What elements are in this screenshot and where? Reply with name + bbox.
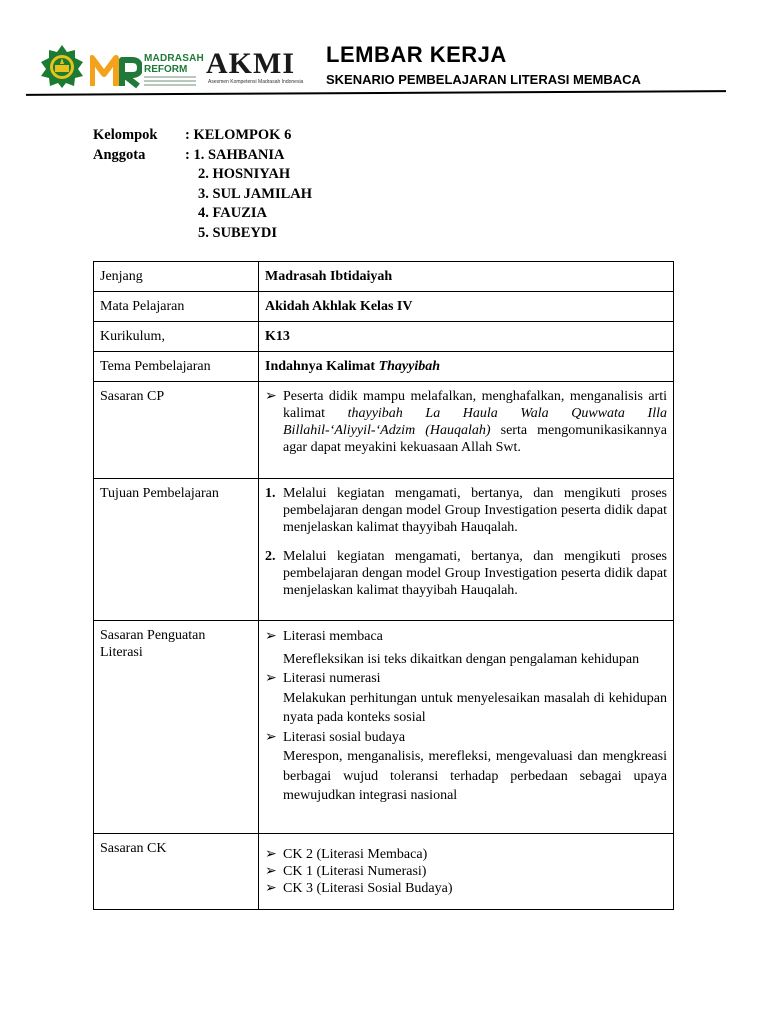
tujuan-label: Tujuan Pembelajaran (94, 479, 259, 621)
kelompok-value: : KELOMPOK 6 (185, 127, 292, 143)
ck-value (259, 834, 674, 910)
madrasah-reform-logo (90, 50, 210, 90)
arrow-bullet-icon: ➢ (265, 881, 277, 896)
kelompok-row (93, 126, 312, 146)
penguatan-title: Literasi numerasi (283, 671, 381, 686)
penguatan-desc: Merefleksikan isi teks dikaitkan dengan pengalaman kehidupan (283, 651, 640, 667)
tujuan-number: 2. (265, 549, 276, 564)
penguatan-item (265, 627, 667, 647)
sasaran-cp-text (283, 388, 667, 456)
anggota-label: Anggota (93, 146, 146, 163)
tujuan-item (265, 548, 667, 599)
penguatan-value (259, 621, 674, 834)
mr-text-line1: MADRASAH (144, 53, 204, 64)
tema-value-italic: Thayyibah (378, 359, 441, 374)
ck-text: CK 2 (Literasi Membaca) (283, 847, 428, 862)
header-divider (26, 90, 726, 96)
tujuan-value (259, 479, 674, 621)
ck-item (265, 880, 667, 897)
table-row-ck (94, 834, 674, 910)
mapel-value: Akidah Akhlak Kelas IV (259, 292, 674, 322)
ck-text: CK 3 (Literasi Sosial Budaya) (283, 881, 453, 896)
sasaran-cp-value (259, 382, 674, 479)
group-info (93, 126, 312, 243)
member-item: 2. HOSNIYAH (198, 166, 291, 182)
table-row-jenjang (94, 262, 674, 292)
table-row-sasaran-cp (94, 382, 674, 479)
kemenag-logo-icon (40, 44, 84, 88)
arrow-bullet-icon: ➢ (265, 629, 277, 644)
member-item: 3. SUL JAMILAH (198, 185, 313, 202)
akmi-logo (206, 48, 316, 88)
tema-value-plain: Indahnya Kalimat (265, 359, 379, 374)
mr-text-line2: REFORM (144, 64, 188, 75)
penguatan-title: Literasi membaca (283, 629, 383, 644)
kelompok-label: Kelompok (93, 127, 158, 143)
tema-label: Tema Pembelajaran (94, 352, 259, 382)
ck-label: Sasaran CK (94, 834, 259, 910)
penguatan-title: Literasi sosial budaya (283, 729, 406, 745)
page-subtitle: SKENARIO PEMBELAJARAN LITERASI MEMBACA (326, 72, 641, 87)
tujuan-text: Melalui kegiatan mengamati, bertanya, dan mengikuti proses pembelajaran dengan model Group Investigation peserta didik dapat menjelaskan kalimat thayyibah Hauqalah. (283, 549, 667, 598)
kurikulum-label: Kurikulum, (94, 322, 259, 352)
table-row-penguatan (94, 621, 674, 834)
table-row-tema (94, 352, 674, 382)
sasaran-cp-text-part2: serta mengomunikasikannya agar dapat meyakini kekuasaan Allah Swt. (283, 423, 667, 455)
table-row-tujuan (94, 479, 674, 621)
ck-item (265, 863, 667, 880)
jenjang-label: Jenjang (94, 262, 259, 292)
mapel-label: Mata Pelajaran (94, 292, 259, 322)
anggota-row (93, 146, 312, 166)
ck-item (265, 846, 667, 863)
penguatan-item (265, 728, 667, 748)
ck-text: CK 1 (Literasi Numerasi) (283, 864, 427, 879)
document-header (0, 0, 768, 100)
tujuan-item (265, 485, 667, 536)
kurikulum-value: K13 (259, 322, 674, 352)
arrow-bullet-icon: ➢ (265, 671, 277, 686)
page-title: LEMBAR KERJA (326, 42, 507, 67)
sasaran-cp-italic: thayyibah La Haula Wala Quwwata Illa Billahil-‘Aliyyil-‘Adzim (Hauqalah) (283, 406, 667, 438)
member-item: 4. FAUZIA (198, 205, 268, 221)
arrow-bullet-icon: ➢ (265, 389, 277, 404)
arrow-bullet-icon: ➢ (265, 729, 277, 745)
tujuan-number: 1. (265, 486, 276, 501)
table-row-mapel (94, 292, 674, 322)
arrow-bullet-icon: ➢ (265, 847, 277, 862)
akmi-tagline: Asesmen Kompetensi Madrasah Indonesia (208, 79, 304, 85)
penguatan-desc: Merespon, menganalisis, merefleksi, mengevaluasi dan mengkreasi berbagai wujud toleransi terhadap perbedaan sebagai upaya mewujudkan integrasi nasional (283, 749, 667, 803)
jenjang-value: Madrasah Ibtidaiyah (259, 262, 674, 292)
member-item: 5. SUBEYDI (198, 224, 277, 241)
sasaran-cp-label: Sasaran CP (94, 382, 259, 479)
tujuan-text: Melalui kegiatan mengamati, bertanya, dan mengikuti proses pembelajaran dengan model Group Investigation peserta didik dapat menjelaskan kalimat thayyibah Hauqalah. (283, 486, 667, 535)
arrow-bullet-icon: ➢ (265, 864, 277, 879)
mr-tagline-lines (144, 76, 196, 78)
penguatan-label: Sasaran Penguatan Literasi (94, 621, 259, 834)
mr-mark-icon (90, 50, 142, 90)
sasaran-cp-text-part1: Peserta didik mampu melafalkan, menghafalkan, menganalisis arti kalimat (283, 389, 667, 421)
penguatan-desc: Melakukan perhitungan untuk menyelesaikan masalah di kehidupan nyata pada konteks sosial (283, 690, 667, 725)
table-row-kurikulum (94, 322, 674, 352)
member-item: : 1. SAHBANIA (185, 146, 285, 163)
penguatan-item (265, 669, 667, 689)
akmi-wordmark: AKMI (206, 47, 295, 80)
sasaran-cp-item (265, 388, 667, 456)
scenario-table (93, 261, 674, 910)
tema-value (259, 352, 674, 382)
